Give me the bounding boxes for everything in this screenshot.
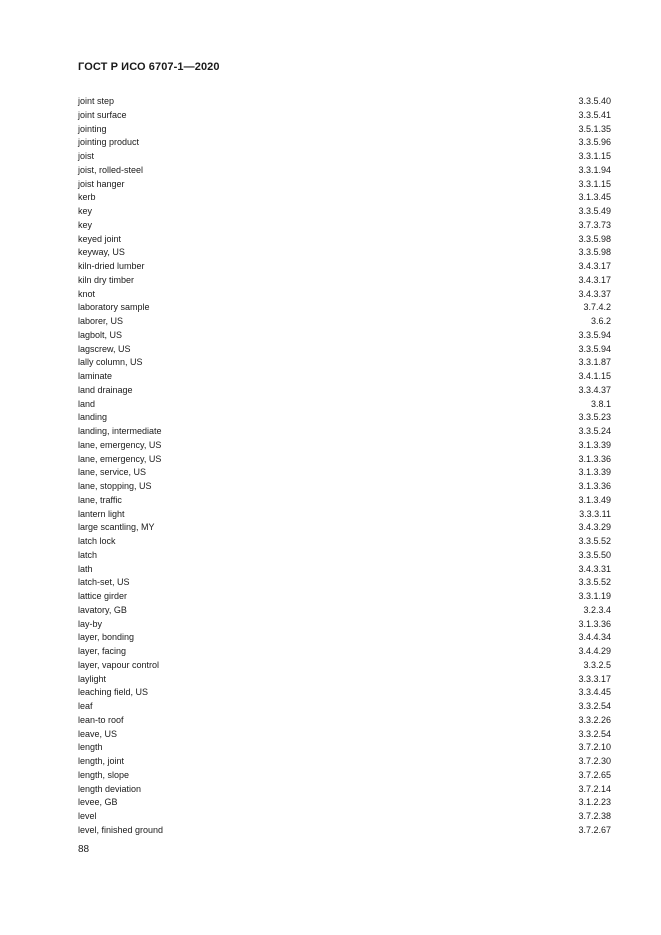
index-reference: 3.1.3.36 bbox=[578, 618, 611, 629]
index-term: joist hanger bbox=[78, 178, 125, 189]
index-entry bbox=[78, 178, 611, 192]
index-entry bbox=[78, 356, 611, 370]
index-term: landing, intermediate bbox=[78, 426, 162, 436]
index-term: landing bbox=[78, 412, 108, 423]
index-reference: 3.1.3.39 bbox=[578, 467, 611, 478]
index-term: lattice girder bbox=[78, 591, 128, 601]
index-term: jointing product bbox=[78, 137, 140, 148]
index-entry bbox=[78, 411, 611, 425]
index-term: lagbolt, US bbox=[78, 329, 123, 340]
index-reference: 3.3.3.17 bbox=[578, 673, 611, 684]
index-term: kerb bbox=[78, 192, 96, 203]
index-term: laboratory sample bbox=[78, 302, 150, 313]
index-entry bbox=[78, 783, 611, 797]
index-reference: 3.4.4.29 bbox=[578, 646, 611, 656]
index-reference: 3.1.3.49 bbox=[578, 494, 611, 505]
index-reference: 3.3.4.45 bbox=[578, 687, 611, 698]
index-entry bbox=[78, 123, 611, 137]
index-entry bbox=[78, 618, 611, 632]
page-header: ГОСТ Р ИСО 6707-1—2020 bbox=[78, 61, 220, 73]
index-term: length, joint bbox=[78, 756, 125, 766]
index-term: length bbox=[78, 742, 103, 753]
index-entry bbox=[78, 398, 611, 412]
index-reference: 3.4.1.15 bbox=[578, 371, 611, 381]
index-entry bbox=[78, 233, 611, 247]
index-reference: 3.4.3.37 bbox=[578, 288, 611, 299]
index-entry bbox=[78, 769, 611, 783]
index-reference: 3.2.3.4 bbox=[583, 604, 611, 615]
index-entry bbox=[78, 521, 611, 535]
index-entry bbox=[78, 700, 611, 714]
index-term: latch bbox=[78, 549, 98, 560]
index-term: joint surface bbox=[78, 109, 127, 120]
index-reference: 3.3.1.15 bbox=[578, 178, 611, 189]
index-entry bbox=[78, 205, 611, 219]
index-entry bbox=[78, 453, 611, 467]
index-entry bbox=[78, 370, 611, 384]
index-entry bbox=[78, 164, 611, 178]
index-entry bbox=[78, 425, 611, 439]
index-entry bbox=[78, 590, 611, 604]
index-reference: 3.3.3.11 bbox=[579, 508, 611, 519]
index-reference: 3.5.1.35 bbox=[578, 123, 611, 134]
index-reference: 3.7.2.30 bbox=[578, 756, 611, 766]
index-reference: 3.7.2.14 bbox=[578, 783, 611, 794]
index-term: leaf bbox=[78, 701, 93, 711]
index-term: lagscrew, US bbox=[78, 343, 131, 354]
index-entry bbox=[78, 219, 611, 233]
index-term: keyed joint bbox=[78, 233, 122, 244]
index-entry bbox=[78, 686, 611, 700]
index-entry bbox=[78, 824, 611, 838]
index-term: layer, bonding bbox=[78, 632, 135, 643]
index-term: latch lock bbox=[78, 536, 116, 546]
index-reference: 3.3.5.50 bbox=[578, 549, 611, 560]
index-term: latch-set, US bbox=[78, 577, 130, 588]
index-entry bbox=[78, 494, 611, 508]
index-reference: 3.6.2 bbox=[590, 316, 611, 326]
index-term: lally column, US bbox=[78, 357, 143, 368]
index-reference: 3.3.4.37 bbox=[578, 384, 611, 395]
index-reference: 3.7.2.67 bbox=[578, 824, 611, 835]
index-reference: 3.3.5.94 bbox=[578, 343, 611, 354]
index-reference: 3.8.1 bbox=[590, 398, 611, 409]
index-entry bbox=[78, 480, 611, 494]
index-term: length deviation bbox=[78, 783, 142, 794]
index-reference: 3.3.2.26 bbox=[578, 714, 611, 725]
index-entry bbox=[78, 549, 611, 563]
index-entry bbox=[78, 604, 611, 618]
index-term: joint step bbox=[78, 96, 115, 106]
index-entry bbox=[78, 508, 611, 522]
index-entry bbox=[78, 659, 611, 673]
index-entry bbox=[78, 714, 611, 728]
index-reference: 3.3.5.94 bbox=[578, 329, 611, 340]
index-entry bbox=[78, 439, 611, 453]
index-reference: 3.7.2.38 bbox=[578, 811, 611, 821]
index-reference: 3.1.3.39 bbox=[578, 439, 611, 450]
index-entry bbox=[78, 260, 611, 274]
index-reference: 3.1.3.36 bbox=[578, 481, 611, 491]
index-entry bbox=[78, 645, 611, 659]
index-term: joist bbox=[78, 151, 95, 161]
index-term: layer, facing bbox=[78, 646, 127, 656]
index-entry bbox=[78, 274, 611, 288]
index-reference: 3.4.3.29 bbox=[578, 522, 611, 533]
index-reference: 3.3.5.40 bbox=[578, 96, 611, 106]
index-term: layer, vapour control bbox=[78, 659, 160, 670]
index-term: lavatory, GB bbox=[78, 604, 127, 615]
index-entry bbox=[78, 563, 611, 577]
index-term: lath bbox=[78, 563, 93, 574]
index-term: kiln-dried lumber bbox=[78, 261, 145, 271]
index-list bbox=[78, 95, 611, 838]
index-term: large scantling, MY bbox=[78, 522, 155, 533]
index-entry bbox=[78, 535, 611, 549]
index-reference: 3.3.5.52 bbox=[578, 536, 611, 546]
index-term: key bbox=[78, 219, 93, 230]
index-reference: 3.4.3.17 bbox=[578, 274, 611, 285]
index-term: land bbox=[78, 398, 96, 409]
index-reference: 3.3.5.52 bbox=[578, 577, 611, 588]
index-term: kiln dry timber bbox=[78, 274, 135, 285]
index-entry bbox=[78, 288, 611, 302]
index-term: lay-by bbox=[78, 618, 103, 629]
index-reference: 3.4.4.34 bbox=[578, 632, 611, 643]
index-reference: 3.4.3.17 bbox=[578, 261, 611, 271]
index-reference: 3.1.3.36 bbox=[578, 453, 611, 464]
index-reference: 3.7.4.2 bbox=[583, 302, 611, 313]
page-number: 88 bbox=[78, 844, 90, 855]
index-reference: 3.7.2.10 bbox=[578, 742, 611, 753]
index-reference: 3.7.3.73 bbox=[578, 219, 611, 230]
index-entry bbox=[78, 810, 611, 824]
index-reference: 3.3.5.23 bbox=[578, 412, 611, 423]
index-entry bbox=[78, 796, 611, 810]
index-entry bbox=[78, 673, 611, 687]
index-term: key bbox=[78, 206, 93, 216]
index-reference: 3.4.3.31 bbox=[578, 563, 611, 574]
index-term: land drainage bbox=[78, 384, 133, 395]
index-reference: 3.3.2.54 bbox=[578, 701, 611, 711]
index-reference: 3.3.5.41 bbox=[578, 109, 611, 120]
index-reference: 3.3.5.24 bbox=[578, 426, 611, 436]
index-entry bbox=[78, 191, 611, 205]
index-term: lane, emergency, US bbox=[78, 439, 162, 450]
index-term: level, finished ground bbox=[78, 824, 164, 835]
index-term: laylight bbox=[78, 673, 107, 684]
index-reference: 3.3.1.94 bbox=[578, 164, 611, 175]
index-term: laminate bbox=[78, 371, 113, 381]
index-entry bbox=[78, 576, 611, 590]
index-entry bbox=[78, 95, 611, 109]
index-reference: 3.3.1.87 bbox=[578, 357, 611, 368]
index-entry bbox=[78, 343, 611, 357]
index-entry bbox=[78, 631, 611, 645]
index-term: laborer, US bbox=[78, 316, 124, 326]
index-term: keyway, US bbox=[78, 247, 125, 258]
index-term: length, slope bbox=[78, 769, 130, 780]
index-term: knot bbox=[78, 288, 96, 299]
index-reference: 3.3.2.54 bbox=[578, 728, 611, 739]
index-entry bbox=[78, 109, 611, 123]
index-term: leave, US bbox=[78, 728, 118, 739]
index-entry bbox=[78, 741, 611, 755]
index-entry bbox=[78, 728, 611, 742]
index-reference: 3.3.1.15 bbox=[578, 151, 611, 161]
index-term: lane, service, US bbox=[78, 467, 147, 478]
index-term: lane, emergency, US bbox=[78, 453, 162, 464]
index-reference: 3.3.2.5 bbox=[583, 659, 611, 670]
index-reference: 3.1.3.45 bbox=[578, 192, 611, 203]
index-entry bbox=[78, 466, 611, 480]
index-reference: 3.1.2.23 bbox=[578, 797, 611, 808]
index-term: lantern light bbox=[78, 508, 125, 519]
index-reference: 3.3.5.49 bbox=[578, 206, 611, 216]
index-entry bbox=[78, 150, 611, 164]
index-entry bbox=[78, 246, 611, 260]
index-reference: 3.3.5.98 bbox=[578, 233, 611, 244]
index-entry bbox=[78, 315, 611, 329]
index-entry bbox=[78, 384, 611, 398]
index-term: lean-to roof bbox=[78, 714, 124, 725]
index-reference: 3.3.5.98 bbox=[578, 247, 611, 258]
index-term: leaching field, US bbox=[78, 687, 149, 698]
index-entry bbox=[78, 136, 611, 150]
index-entry bbox=[78, 301, 611, 315]
index-term: lane, stopping, US bbox=[78, 481, 152, 491]
index-reference: 3.3.1.19 bbox=[578, 591, 611, 601]
index-reference: 3.7.2.65 bbox=[578, 769, 611, 780]
index-entry bbox=[78, 329, 611, 343]
index-term: joist, rolled-steel bbox=[78, 164, 144, 175]
index-term: lane, traffic bbox=[78, 494, 122, 505]
index-entry bbox=[78, 755, 611, 769]
index-term: jointing bbox=[78, 123, 107, 134]
index-term: level bbox=[78, 811, 97, 821]
index-term: levee, GB bbox=[78, 797, 118, 808]
index-reference: 3.3.5.96 bbox=[578, 137, 611, 148]
